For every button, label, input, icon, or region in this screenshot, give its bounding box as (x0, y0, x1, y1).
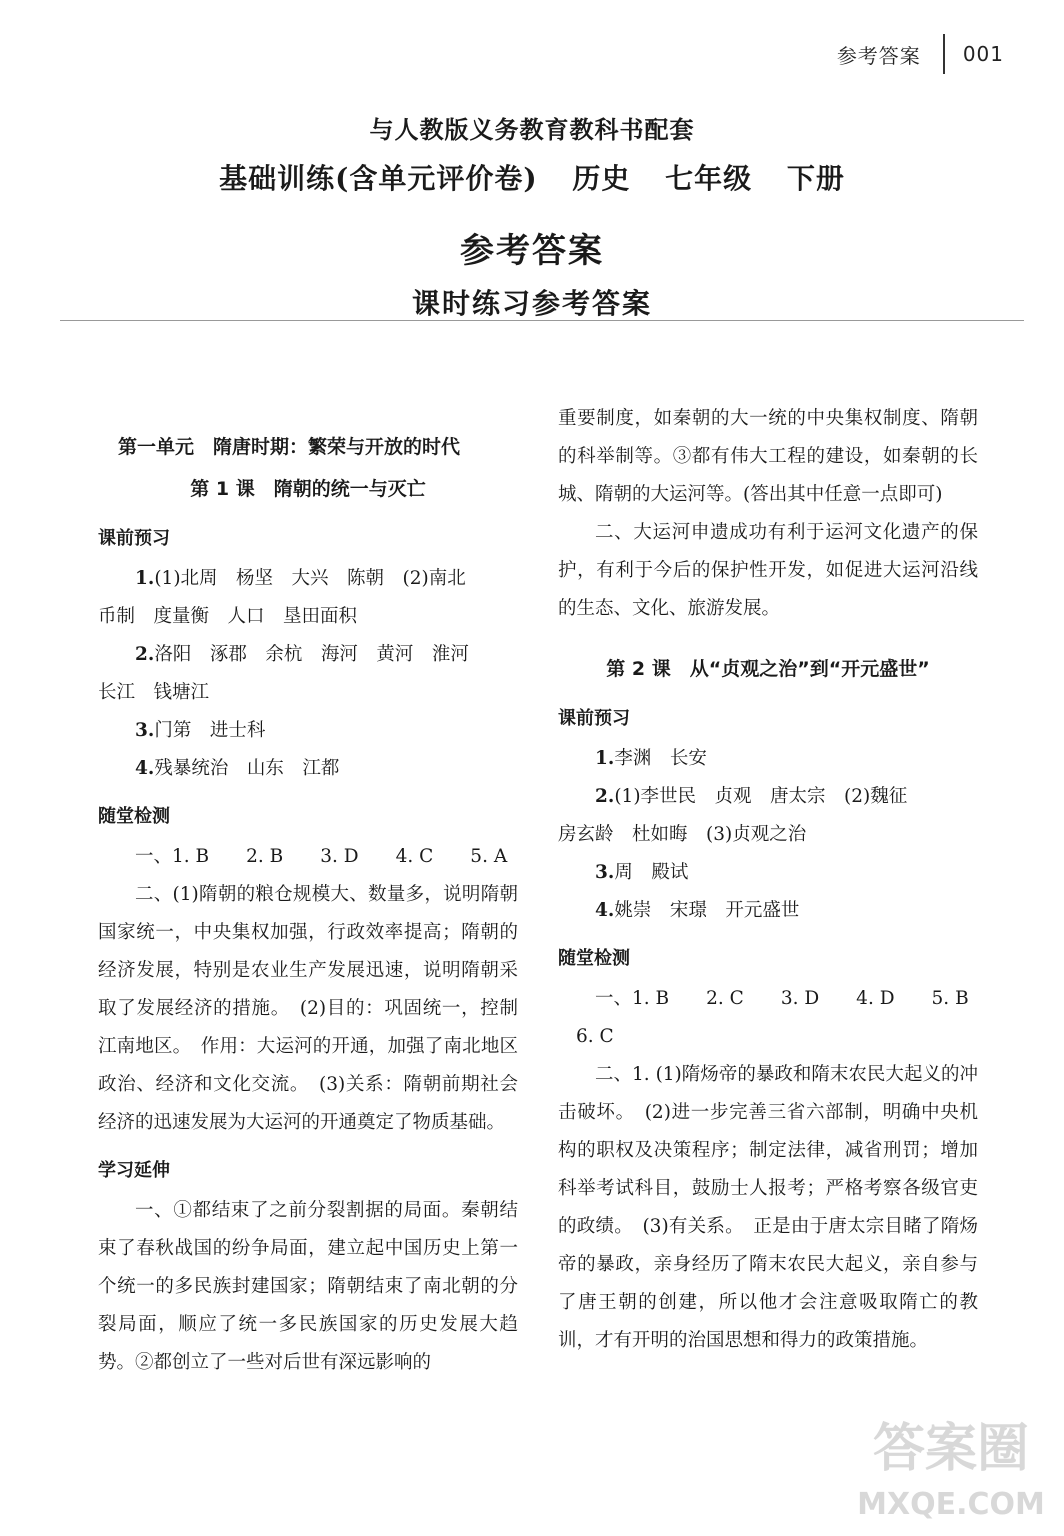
list-item: 1.李渊 长安 (595, 748, 707, 769)
list-item: 1.(1)北周 杨坚 大兴 陈朝 (2)南北 (135, 568, 466, 589)
list-item: 2.洛阳 涿郡 余杭 海河 黄河 淮河 (135, 644, 469, 665)
list-item: 2.(1)李世民 贞观 唐太宗 (2)魏征 (595, 786, 908, 807)
answer-choices: 一、1. B 2. C 3. D 4. D 5. B (595, 988, 969, 1009)
page-subtitle: 课时练习参考答案 (411, 287, 652, 320)
section-heading: 随堂检测 (98, 806, 170, 827)
header-rule (60, 320, 1024, 321)
book-name: 基础训练(含单元评价卷) (219, 162, 538, 195)
lesson-title: 第 1 课 隋朝的统一与灭亡 (190, 478, 426, 500)
header-divider (943, 34, 945, 74)
right-column (558, 400, 978, 1360)
title-block (0, 110, 1064, 322)
book-title (0, 157, 1064, 197)
lesson-title: 第 2 课 从“贞观之治”到“开元盛世” (606, 658, 930, 680)
page-number: 001 (962, 42, 1004, 66)
answer-choices: 一、1. B 2. B 3. D 4. C 5. A (135, 846, 508, 867)
list-item: 3.门第 进士科 (135, 720, 266, 741)
list-item: 房玄龄 杜如晦 (3)贞观之治 (558, 824, 807, 845)
section-heading: 随堂检测 (558, 948, 630, 969)
answer-paragraph: 重要制度，如秦朝的大一统的中央集权制度、隋朝的科举制等。③都有伟大工程的建设，如秦朝的长城、隋朝的大运河等。(答出其中任意一点即可) (558, 408, 978, 505)
book-volume: 下册 (786, 162, 845, 195)
page-title: 参考答案 (460, 231, 604, 271)
list-item: 4.姚崇 宋璟 开元盛世 (595, 900, 800, 921)
section-heading: 学习延伸 (98, 1160, 170, 1181)
answer-paragraph: 二、大运河申遗成功有利于运河文化遗产的保护，有利于今后的保护性开发，如促进大运河沿线的生态、文化、旅游发展。 (558, 522, 978, 619)
section-heading: 课前预习 (98, 528, 170, 549)
series-title: 与人教版义务教育教科书配套 (369, 115, 695, 144)
book-grade: 七年级 (665, 162, 753, 195)
list-item: 4.残暴统治 山东 江都 (135, 758, 340, 779)
answer-paragraph: 一、①都结束了之前分裂割据的局面。秦朝结束了春秋战国的纷争局面，建立起中国历史上第一个统一的多民族封建国家；隋朝结束了南北朝的分裂局面，顺应了统一多民族国家的历史发展大趋势。②都创立了一些对后世有深远影响的 (98, 1200, 518, 1373)
unit-title: 第一单元 隋唐时期：繁荣与开放的时代 (118, 436, 461, 458)
answer-paragraph: 二、1. (1)隋炀帝的暴政和隋末农民大起义的冲击破坏。 (2)进一步完善三省六部制，明确中央机构的职权及决策程序；制定法律，减省刑罚；增加科举考试科目，鼓励士人报考；严格考察各级官吏的政绩。 (3)有关系。 正是由于唐太宗目睹了隋炀帝的暴政，亲身经历了隋末农民大起义，亲自参与了唐王朝的创建，所以他才会注意吸取隋亡的教训，才有开明的治国思想和得力的政策措施。 (558, 1064, 978, 1351)
watermark-mark: 答案圈 (872, 1419, 1030, 1479)
list-item: 3.周 殿试 (595, 862, 689, 883)
header-section-label: 参考答案 (836, 43, 921, 68)
watermark-logo (856, 1396, 1046, 1526)
page-header (837, 34, 1004, 74)
answer-choices: 6. C (576, 1026, 614, 1047)
book-subject: 历史 (572, 162, 631, 195)
left-column (98, 400, 518, 1382)
section-heading: 课前预习 (558, 708, 630, 729)
answer-paragraph: 二、(1)隋朝的粮仓规模大、数量多，说明隋朝国家统一，中央集权加强，行政效率提高；隋朝的经济发展，特别是农业生产发展迅速，说明隋朝采取了发展经济的措施。 (2)目的：巩固统一，控制江南地区。 作用：大运河的开通，加强了南北地区政治、经济和文化交流。 (3)关系：隋朝前期社会经济的迅速发展为大运河的开通奠定了物质基础。 (98, 884, 518, 1133)
list-item: 币制 度量衡 人口 垦田面积 (98, 606, 358, 627)
watermark-text: MXQE.COM (857, 1487, 1045, 1522)
list-item: 长江 钱塘江 (98, 682, 210, 703)
